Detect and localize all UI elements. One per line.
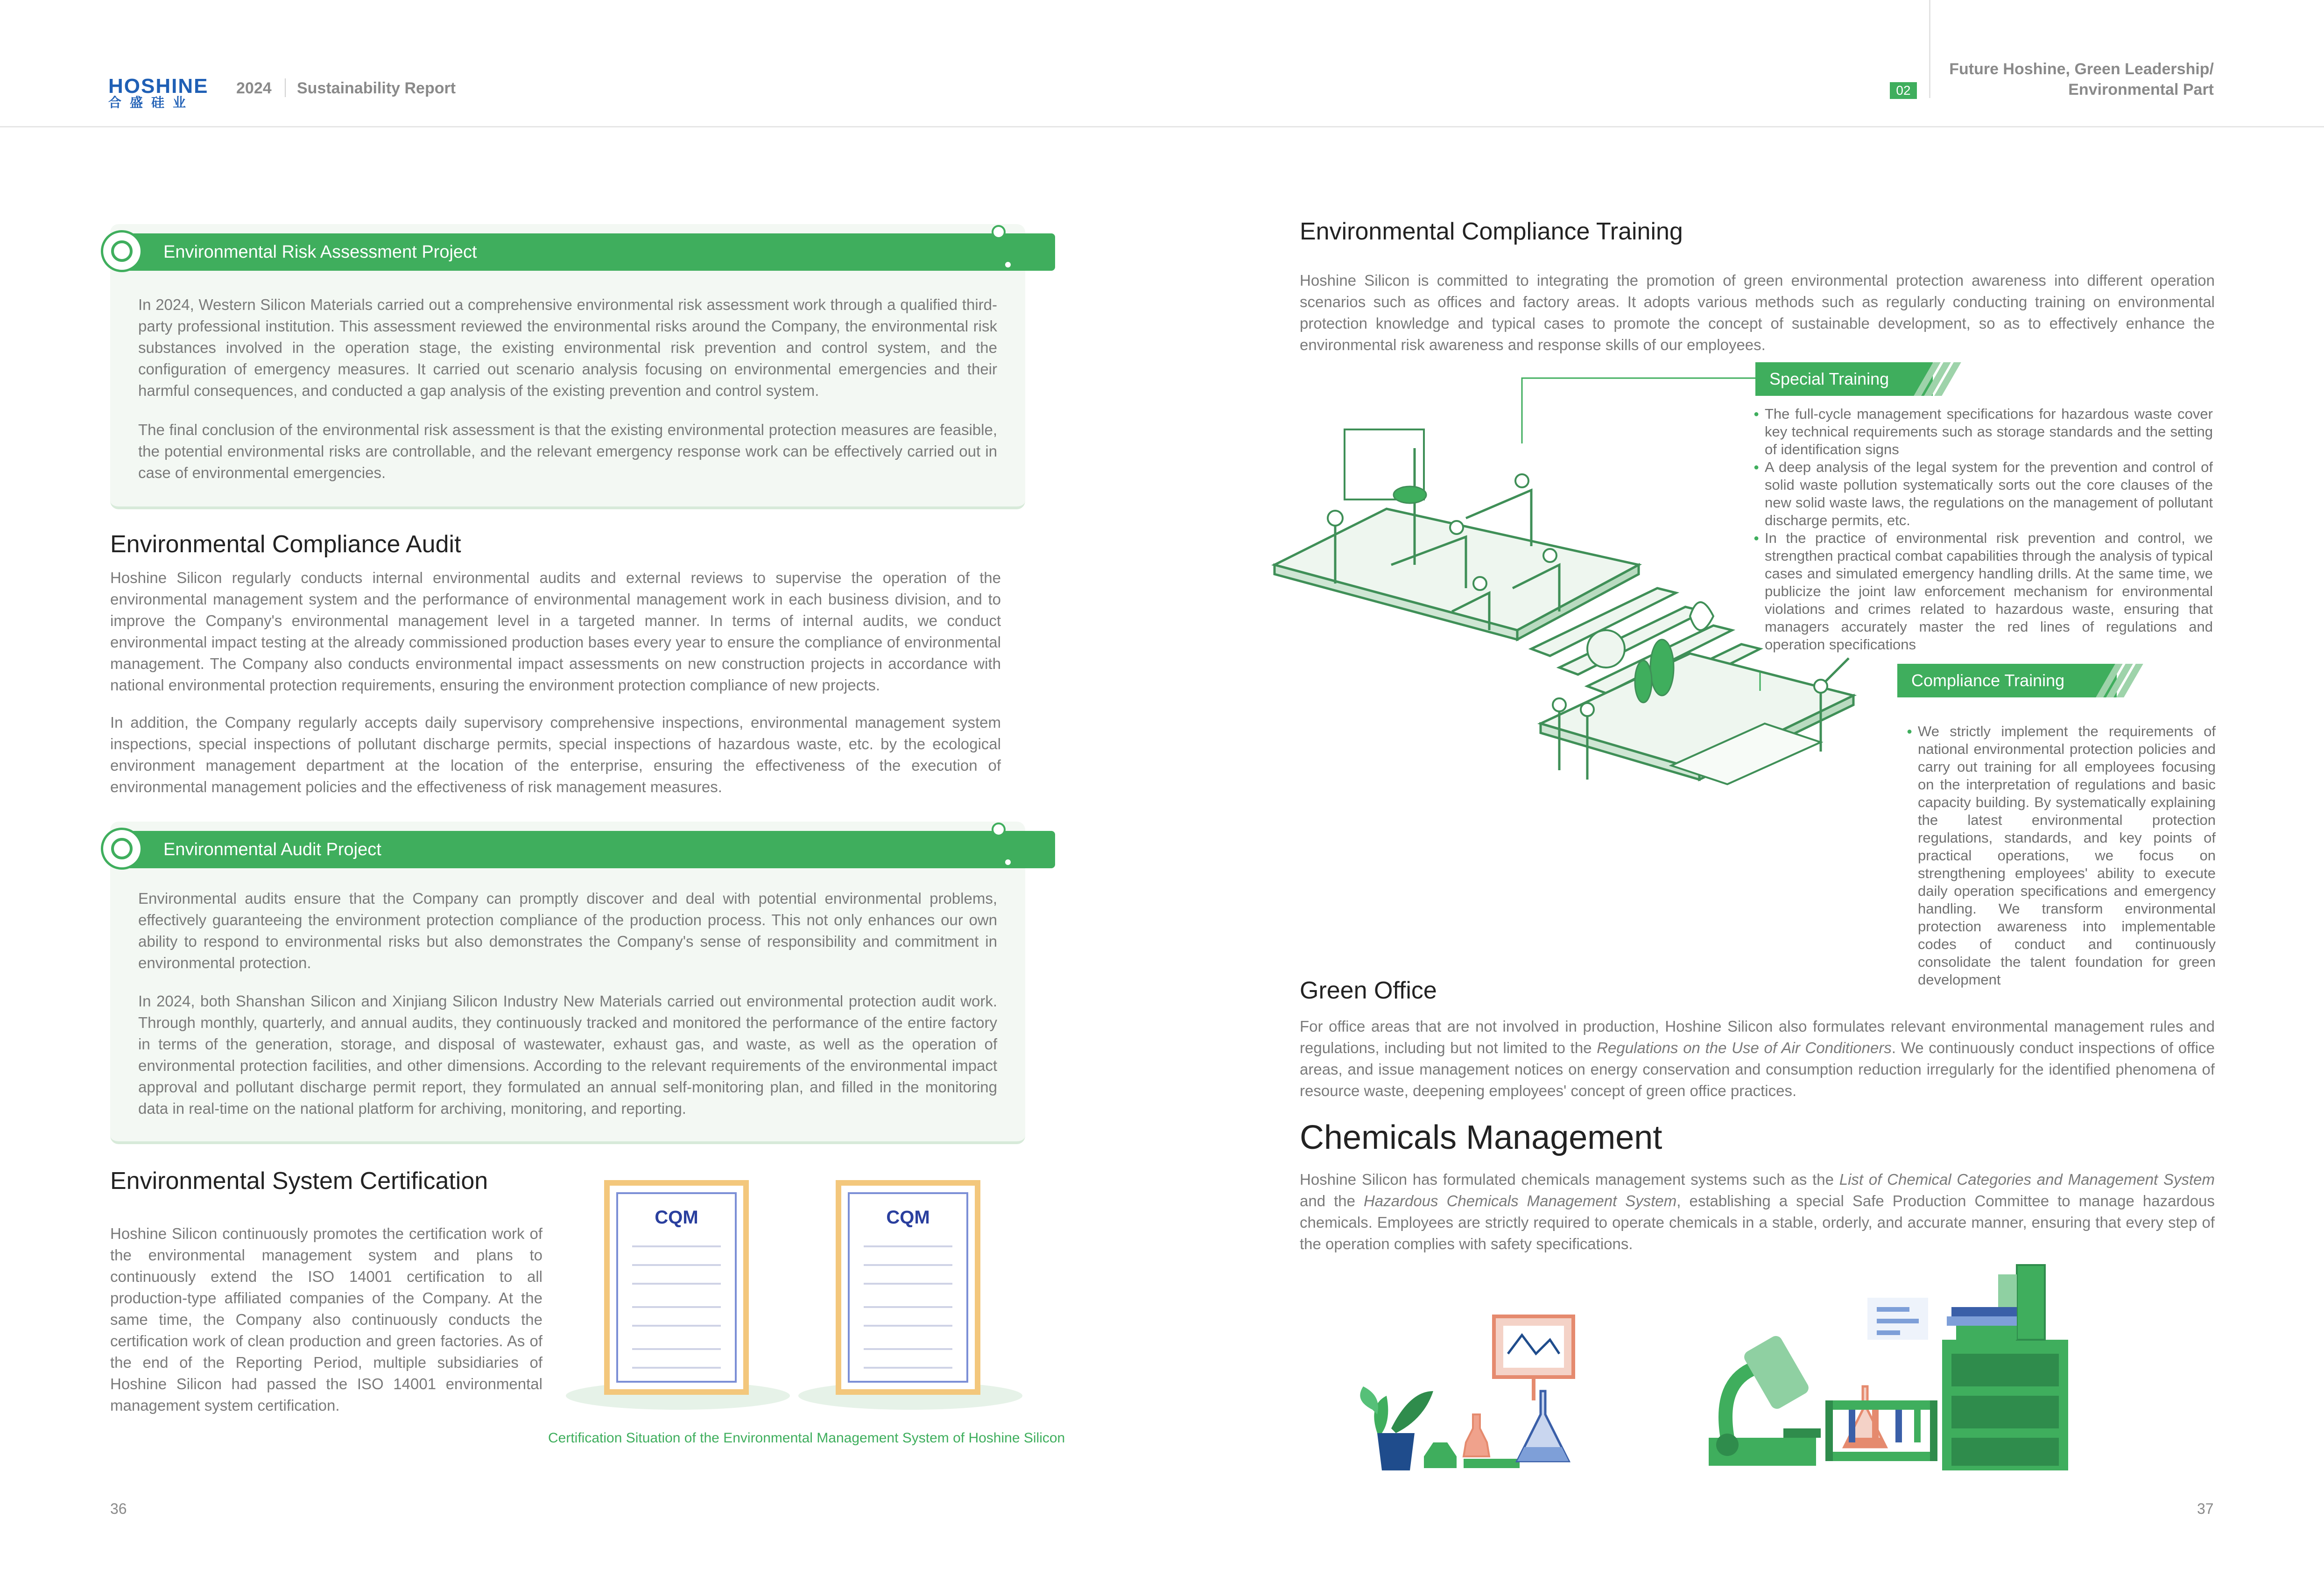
green-office-heading: Green Office	[1300, 977, 1437, 1004]
report-year: 2024	[236, 79, 272, 97]
target-icon	[101, 230, 143, 272]
audit-project-paragraph-2: In 2024, both Shanshan Silicon and Xinjiang Silicon Industry New Materials carried out environmental protection audit work. Through monthly, quarterly, and annual audits, they continuously tracked and monitored the performance of the entire factory in terms of the generation, storage, and disposal of wastewater, exhaust gas, and waste, as well as the operation of environmental protection facilities, and other dimensions. According to the relevant requirements of the environmental impact approval and pollutant discharge permit report, they formulated an annual self-monitoring plan, and filled in the monitoring data in real-time on the national platform for archiving, monitoring, and reporting.	[138, 992, 997, 1117]
tag-stripes	[1923, 362, 1951, 396]
compliance-training-heading: Environmental Compliance Training	[1300, 218, 1683, 245]
brand-logo: HOSHINE	[108, 75, 209, 98]
header-vertical-rule	[1929, 0, 1930, 98]
certificate-caption: Certification Situation of the Environmental Management System of Hoshine Silicon	[548, 1430, 1065, 1446]
tag-stripes	[2106, 664, 2134, 697]
report-title: Sustainability Report	[297, 79, 456, 97]
brand-logo-chinese: 合盛硅业	[108, 95, 195, 110]
target-icon	[101, 828, 143, 870]
compliance-training-item: ● We strictly implement the requirements of national environmental protection policies and carry out training for all employees focusing on the interpretation of regulations and basic capacity building. By systematically explaining the latest environmental protection regulations, standards, and key points of practical operations, we focus on strengthening employees' ability to execute daily operation specifications and emergency handling. We transform environmental protection awareness into implementable codes of conduct and continuously consolidate the talent foundation for green development	[1910, 723, 2216, 989]
compliance-training-paragraph: Hoshine Silicon is committed to integrating the promotion of green environmental protection awareness into different operation scenarios such as offices and factory areas. It adopts various methods such as regularly conducting training on environmental protection knowledge and typical cases to promote the concept of sustainable development, so as to effectively enhance the environmental risk awareness and response skills of our employees.	[1300, 272, 2215, 353]
audit-project-paragraph-1: Environmental audits ensure that the Company can promptly discover and deal with potential environmental problems, effectively guaranteeing the environment protection compliance of the production process. This not only enhances our own ability to respond to environmental risks but also demonstrates the Company's sense of responsibility and commitment in environmental protection.	[138, 890, 997, 971]
section-title	[1949, 59, 2214, 100]
certification-heading: Environmental System Certification	[110, 1167, 488, 1195]
compliance-training-list	[1910, 723, 2216, 989]
risk-assessment-paragraph-1: In 2024, Western Silicon Materials carried out a comprehensive environmental risk assessment work through a qualified third-party professional institution. This assessment reviewed the environmental risks around the Company, the environmental risk substances involved in the operation stage, the existing environmental risk prevention and control system, and the configuration of emergency measures. It carried out scenario analysis focusing on environmental emergencies and their harmful consequences, and conducted a gap analysis of the existing prevention and control system.	[138, 296, 997, 399]
iso14001-certificate-image	[836, 1180, 980, 1395]
chemicals-management-paragraph: Hoshine Silicon has formulated chemicals management systems such as the List of Chemical Categories and Management System and the Hazardous Chemicals Management System, establishing a special Safe Production Committee to manage hazardous chemicals. Employees are strictly required to operate chemicals in a stable, orderly, and accurate manner, ensuring that every step of the operation complies with safety specifications.	[1300, 1171, 2215, 1252]
risk-assessment-paragraph-2: The final conclusion of the environmental risk assessment is that the existing environmental protection measures are feasible, the potential environmental risks are controllable, and the relevant emergency response work can be effectively carried out in case of environmental emergencies.	[138, 421, 997, 481]
certificate-logo: CQM	[655, 1207, 698, 1228]
air-conditioner-regulations: Regulations on the Use of Air Conditioners	[1597, 1039, 1892, 1056]
compliance-training-tag: Compliance Training	[1897, 664, 2117, 697]
green-office-paragraph: For office areas that are not involved in production, Hoshine Silicon also formulates relevant environmental management rules and regulations, including but not limited to the Regulations on the Use of Air Conditioners. We continuously conduct inspections of office areas, and issue management notices on energy conservation and consumption reduction irregularly for the identified phenomena of resource waste, deepening employees' concept of green office practices.	[1300, 1018, 2215, 1099]
compliance-audit-heading: Environmental Compliance Audit	[110, 531, 461, 558]
decorative-dot-icon	[1004, 858, 1012, 866]
certificate-logo: CQM	[886, 1207, 930, 1228]
special-training-list	[1757, 405, 2213, 654]
decorative-dot-icon	[992, 225, 1006, 239]
hazardous-chemicals-system: Hazardous Chemicals Management System	[1363, 1192, 1677, 1209]
compliance-audit-paragraph-2: In addition, the Company regularly accepts daily supervisory comprehensive inspections, environmental management system inspections, special inspections of pollutant discharge permits, special inspections of hazardous waste, etc. by the ecological environment management department at the location of the enterprise, ensuring the effectiveness of the execution of environmental management policies and the effectiveness of risk management measures.	[110, 714, 1001, 795]
risk-assessment-project-title: Environmental Risk Assessment Project	[112, 233, 1055, 271]
chemicals-management-heading: Chemicals Management	[1300, 1119, 1662, 1156]
compliance-audit-paragraph-1: Hoshine Silicon regularly conducts internal environmental audits and external reviews to supervise the operation of the environmental management system and the performance of environmental management work in each business division, and to improve the Company's environmental management level in a targeted manner. In terms of internal audits, we conduct environmental impact testing at the already commissioned production bases every year to ensure the compliance of environmental management. The Company also conducts environmental impact assessments on new construction projects in accordance with national environmental protection requirements, ensuring the environment protection compliance of new projects.	[110, 569, 1001, 694]
header-rule	[0, 126, 2324, 127]
section-title-line-2: Environmental Part	[2068, 81, 2214, 98]
section-number-badge: 02	[1890, 82, 1917, 99]
decorative-dot-icon	[992, 823, 1006, 837]
section-title-line-1: Future Hoshine, Green Leadership/	[1949, 60, 2214, 78]
certification-paragraph: Hoshine Silicon continuously promotes the certification work of the environmental management system and plans to continuously extend the ISO 14001 certification to all production-type affiliated companies of the Company. At the same time, the Company also continuously conducts the certification work of clean production and green factories. As of the end of the Reporting Period, multiple subsidiaries of Hoshine Silicon had passed the ISO 14001 environmental management system certification.	[110, 1225, 542, 1414]
special-training-tag: Special Training	[1755, 362, 1933, 396]
special-training-item: ● The full-cycle management specifications for hazardous waste cover key technical requirements such as storage standards and the setting of identification signs	[1757, 405, 2213, 458]
audit-project-title: Environmental Audit Project	[112, 831, 1055, 868]
special-training-item: ● A deep analysis of the legal system for the prevention and control of solid waste pollution systematically sorts out the core clauses of the new solid waste laws, the regulations on the management of pollutant discharge permits, etc.	[1757, 458, 2213, 529]
laboratory-illustration	[1354, 1260, 2148, 1480]
iso14001-certificate-image	[604, 1180, 749, 1395]
special-training-item: ● In the practice of environmental risk prevention and control, we strengthen practical combat capabilities through the analysis of typical cases and simulated emergency handling drills. At the same time, we publicize the joint law enforcement mechanism for environmental violations and crimes related to hazardous waste, ensuring that managers accurately master the red lines of regulations and operation specifications	[1757, 529, 2213, 654]
page-number-left: 36	[110, 1500, 127, 1517]
chemical-categories-system: List of Chemical Categories and Management System	[1839, 1171, 2215, 1188]
decorative-dot-icon	[1004, 260, 1012, 269]
page-number-right: 37	[2197, 1500, 2214, 1517]
header-divider	[285, 78, 286, 97]
